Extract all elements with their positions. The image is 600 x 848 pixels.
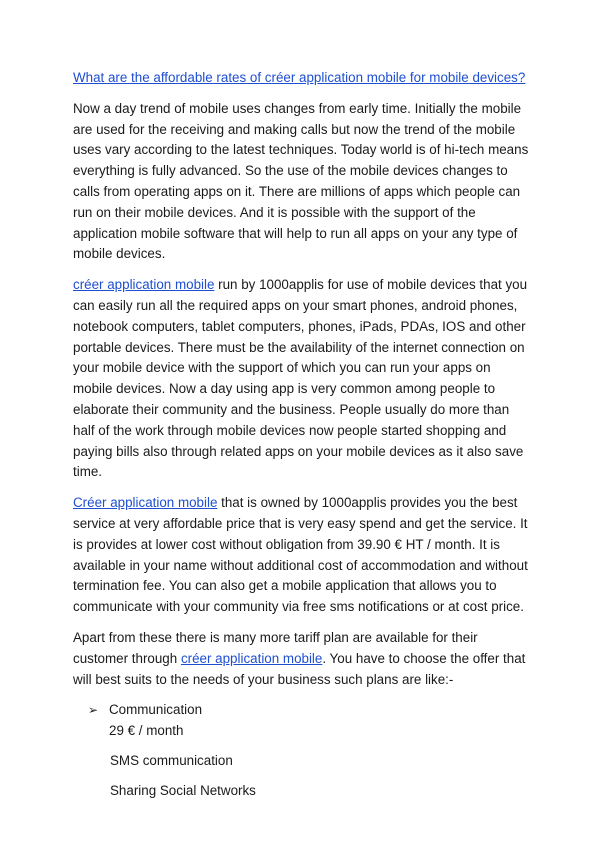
- title-link[interactable]: What are the affordable rates of créer application mobile for mobile devices?: [73, 70, 526, 85]
- paragraph-4-before: Apart from these there is many more tariff plan are available for their customer through: [73, 629, 478, 666]
- plan-list: [73, 700, 533, 801]
- plan-price: 29 € / month: [109, 723, 184, 739]
- feature-social: Sharing Social Networks: [110, 782, 256, 798]
- creer-application-mobile-link-2[interactable]: Créer application mobile: [73, 495, 218, 511]
- paragraph-1: [73, 99, 533, 265]
- creer-application-mobile-link-1[interactable]: créer application mobile: [73, 277, 215, 293]
- list-item: [73, 700, 533, 742]
- creer-application-mobile-link-3[interactable]: créer application mobile: [180, 650, 323, 666]
- paragraph-2: [73, 275, 533, 483]
- paragraph-3-text: that is owned by 1000applis provides you the best service at very affordable price that is very easy spend and get the service. It is provides at lower cost without obligation from 39.90 € HT / month. It is available in your name without additional cost of accommodation and without termination fee. You can also get a mobile application that allows you to communicate with your community via free sms notifications or at cost price.: [73, 495, 528, 615]
- paragraph-4-after: . You have to choose the offer that will best suits to the needs of your business such plans are like:-: [73, 650, 526, 687]
- plan-features: [73, 751, 533, 802]
- document-page: [73, 68, 533, 811]
- arrow-bullet-icon: ➢: [88, 703, 99, 718]
- paragraph-1-text: Now a day trend of mobile uses changes from early time. Initially the mobile are used for the receiving and making calls but now the trend of the mobile uses vary according to the latest techniques. Today world is of hi-tech means everything is fully advanced. So the use of the mobile devices changes to calls from operating apps on it. There are millions of apps which people can run on their mobile devices. And it is possible with the support of the application mobile software that will help to run all apps on your any type of mobile devices.: [73, 100, 529, 262]
- paragraph-4: [73, 628, 533, 690]
- page-title[interactable]: [73, 68, 533, 89]
- paragraph-2-text: run by 1000applis for use of mobile devices that you can easily run all the required apps on your smart phones, android phones, notebook computers, tablet computers, phones, iPads, PDAs, IOS and other portable devices. There must be the availability of the internet connection on your mobile device with the support of which you can run your apps on mobile devices. Now a day using app is very common among people to elaborate their community and the business. People usually do more than half of the work through mobile devices now people started shopping and paying bills also through related apps on your mobile devices as it also save time.: [73, 277, 528, 480]
- paragraph-3: [73, 493, 533, 618]
- list-item-content: [109, 700, 202, 742]
- feature-sms: SMS communication: [110, 752, 233, 768]
- plan-title: Communication: [109, 702, 203, 718]
